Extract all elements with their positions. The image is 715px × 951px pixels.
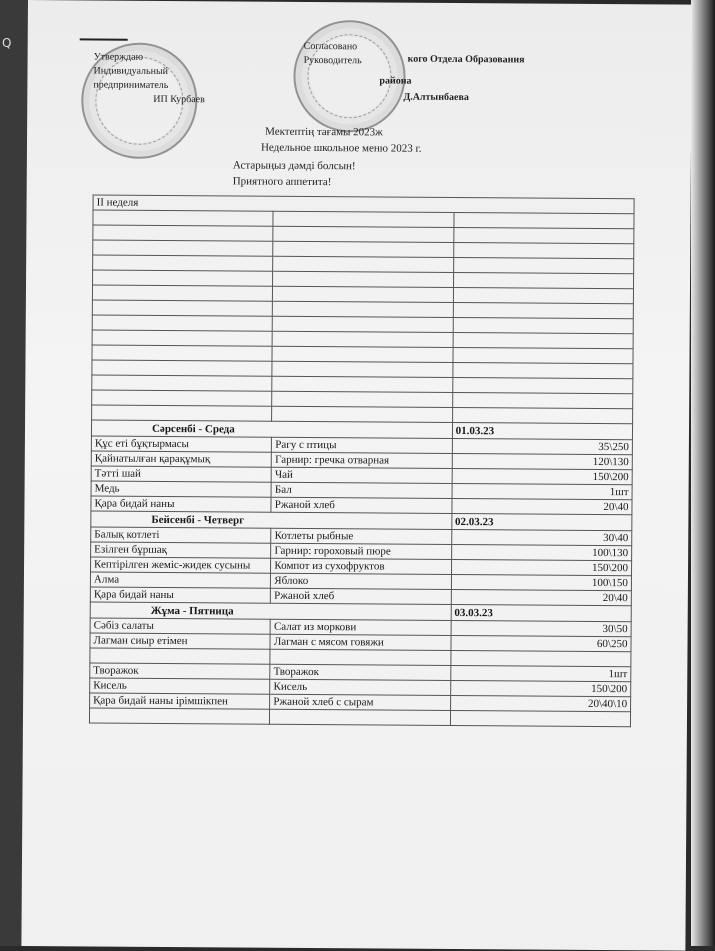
- stamp-line: Руководитель: [303, 54, 362, 67]
- dish-ru: Кисель: [270, 679, 450, 695]
- menu-title: Недельное школьное меню 2023 г.: [260, 141, 422, 155]
- stamp-line: района: [379, 75, 412, 87]
- dish-ru: Гарнир: гречка отварная: [272, 452, 452, 468]
- stamp-line: Д.Алтынбаева: [403, 91, 469, 104]
- day-name: Бейсенбі - Четверг: [91, 511, 452, 530]
- empty-cell: [92, 345, 272, 361]
- dish-kz: Кептірілген жеміс-жидек сусыны: [91, 557, 271, 573]
- portion: 30\40: [451, 529, 631, 545]
- empty-cell: [272, 376, 452, 392]
- portion: 30\50: [451, 620, 631, 636]
- empty-cell: [92, 330, 272, 346]
- empty-cell: [452, 392, 632, 408]
- empty-cell: [453, 317, 633, 333]
- empty-cell: [92, 390, 272, 406]
- week-label: II неделя: [93, 195, 634, 214]
- empty-cell: [453, 287, 633, 303]
- empty-cell: [453, 302, 633, 318]
- dish-ru: Ржаной хлеб: [271, 497, 451, 513]
- empty-cell: [93, 270, 273, 286]
- empty-cell: [273, 226, 453, 242]
- dish-ru: Котлеты рыбные: [271, 528, 451, 544]
- empty-cell: [273, 256, 453, 272]
- day-date: 02.03.23: [451, 513, 631, 530]
- empty-cell: [272, 346, 452, 362]
- dish-kz: Творажок: [90, 663, 270, 679]
- day-date: 01.03.23: [452, 422, 632, 439]
- menu-table: [89, 194, 635, 727]
- empty-cell: [450, 710, 630, 726]
- empty-row: [89, 708, 630, 727]
- empty-cell: [454, 212, 634, 228]
- empty-cell: [273, 316, 453, 332]
- dish-kz: [90, 648, 270, 664]
- document-page: [21, 0, 692, 951]
- dish-ru: Ржаной хлеб с сырам: [270, 694, 450, 710]
- empty-cell: [453, 272, 633, 288]
- dish-kz: Қара бидай наны ірімшікпен: [90, 693, 270, 709]
- dish-kz: Қара бидай наны: [90, 587, 270, 603]
- empty-cell: [92, 315, 272, 331]
- dish-ru: Яблоко: [271, 573, 451, 589]
- empty-cell: [92, 360, 272, 376]
- empty-cell: [453, 347, 633, 363]
- stamp-line: Согласовано: [303, 40, 358, 53]
- wish-kz: Астарыңыз дәмді болсын!: [232, 159, 356, 173]
- dish-ru: Рагу с птицы: [272, 437, 452, 453]
- empty-cell: [453, 242, 633, 258]
- day-name: Сәрсенбі - Среда: [91, 420, 452, 439]
- empty-cell: [93, 240, 273, 256]
- dish-kz: Қайнатылған қарақұмық: [91, 451, 271, 467]
- dish-kz: Сәбіз салаты: [90, 618, 270, 634]
- stamp-line: Индивидуальный: [93, 65, 169, 77]
- portion: 1шт: [452, 483, 632, 499]
- dish-ru: Лагман с мясом говяжи: [270, 634, 450, 650]
- wish-ru: Приятного аппетита!: [232, 175, 332, 189]
- empty-cell: [93, 225, 273, 241]
- empty-cell: [92, 300, 272, 316]
- empty-cell: [453, 227, 633, 243]
- approval-block-right: [304, 40, 362, 68]
- portion: 100\150: [451, 574, 631, 590]
- stamp-line: Утверждаю: [93, 51, 144, 63]
- portion: 60\250: [451, 635, 631, 651]
- dish-ru: Чай: [271, 467, 451, 483]
- empty-cell: [273, 271, 453, 287]
- day-date: 03.03.23: [451, 604, 631, 621]
- dish-ru: [270, 649, 450, 665]
- empty-cell: [273, 211, 453, 227]
- dish-kz: Құс еті бұқтырмасы: [91, 436, 271, 452]
- right-dark-margin: [691, 0, 715, 946]
- dish-ru: Гарнир: гороховый пюре: [271, 543, 451, 559]
- dish-ru: Бал: [271, 482, 451, 498]
- dish-kz: Кисель: [90, 678, 270, 694]
- dish-kz: Лагман сиыр етімен: [90, 633, 270, 649]
- empty-cell: [93, 255, 273, 271]
- empty-cell: [272, 391, 452, 407]
- portion: 35\250: [452, 438, 632, 454]
- portion: 20\40: [452, 498, 632, 514]
- empty-cell: [270, 709, 450, 725]
- portion: 100\130: [451, 544, 631, 560]
- dish-kz: Медь: [91, 481, 271, 497]
- stamp-line: кого Отдела Образования: [407, 53, 525, 66]
- empty-cell: [93, 210, 273, 226]
- dish-kz: Балық котлеті: [91, 527, 271, 543]
- portion: [451, 650, 631, 666]
- empty-cell: [272, 406, 452, 422]
- empty-cell: [273, 301, 453, 317]
- top-dash: [80, 38, 128, 40]
- empty-cell: [452, 377, 632, 393]
- portion: 150\200: [450, 680, 630, 696]
- dish-kz: Езілген бұршақ: [91, 542, 271, 558]
- dish-kz: Тәтті шай: [91, 466, 271, 482]
- school-line: Мектептің тағамы 2023ж: [265, 125, 383, 139]
- empty-cell: [452, 407, 632, 423]
- dish-kz: Алма: [90, 572, 270, 588]
- empty-cell: [272, 361, 452, 377]
- empty-cell: [92, 375, 272, 391]
- portion: 150\200: [451, 559, 631, 575]
- dish-ru: Ржаной хлеб: [271, 588, 451, 604]
- empty-cell: [89, 708, 269, 724]
- portion: 20\40: [451, 589, 631, 605]
- empty-cell: [92, 405, 272, 421]
- empty-cell: [273, 286, 453, 302]
- stamp-line: ИП Курбаев: [153, 93, 205, 106]
- dish-ru: Компот из сухофруктов: [271, 558, 451, 574]
- dish-ru: Салат из моркови: [270, 619, 450, 635]
- dish-kz: Қара бидай наны: [91, 496, 271, 512]
- portion: 120\130: [452, 453, 632, 469]
- dish-ru: Творажок: [270, 664, 450, 680]
- approval-block-left: [93, 50, 205, 107]
- empty-cell: [273, 241, 453, 257]
- portion: 20\40\10: [450, 695, 630, 711]
- q-icon: Q: [2, 36, 12, 50]
- day-name: Жұма - Пятница: [90, 602, 451, 621]
- empty-cell: [453, 332, 633, 348]
- portion: 150\200: [452, 468, 632, 484]
- empty-cell: [453, 257, 633, 273]
- empty-cell: [272, 331, 452, 347]
- empty-cell: [453, 362, 633, 378]
- portion: 1шт: [450, 665, 630, 681]
- stamp-line: предприниматель: [93, 79, 169, 91]
- empty-cell: [92, 285, 272, 301]
